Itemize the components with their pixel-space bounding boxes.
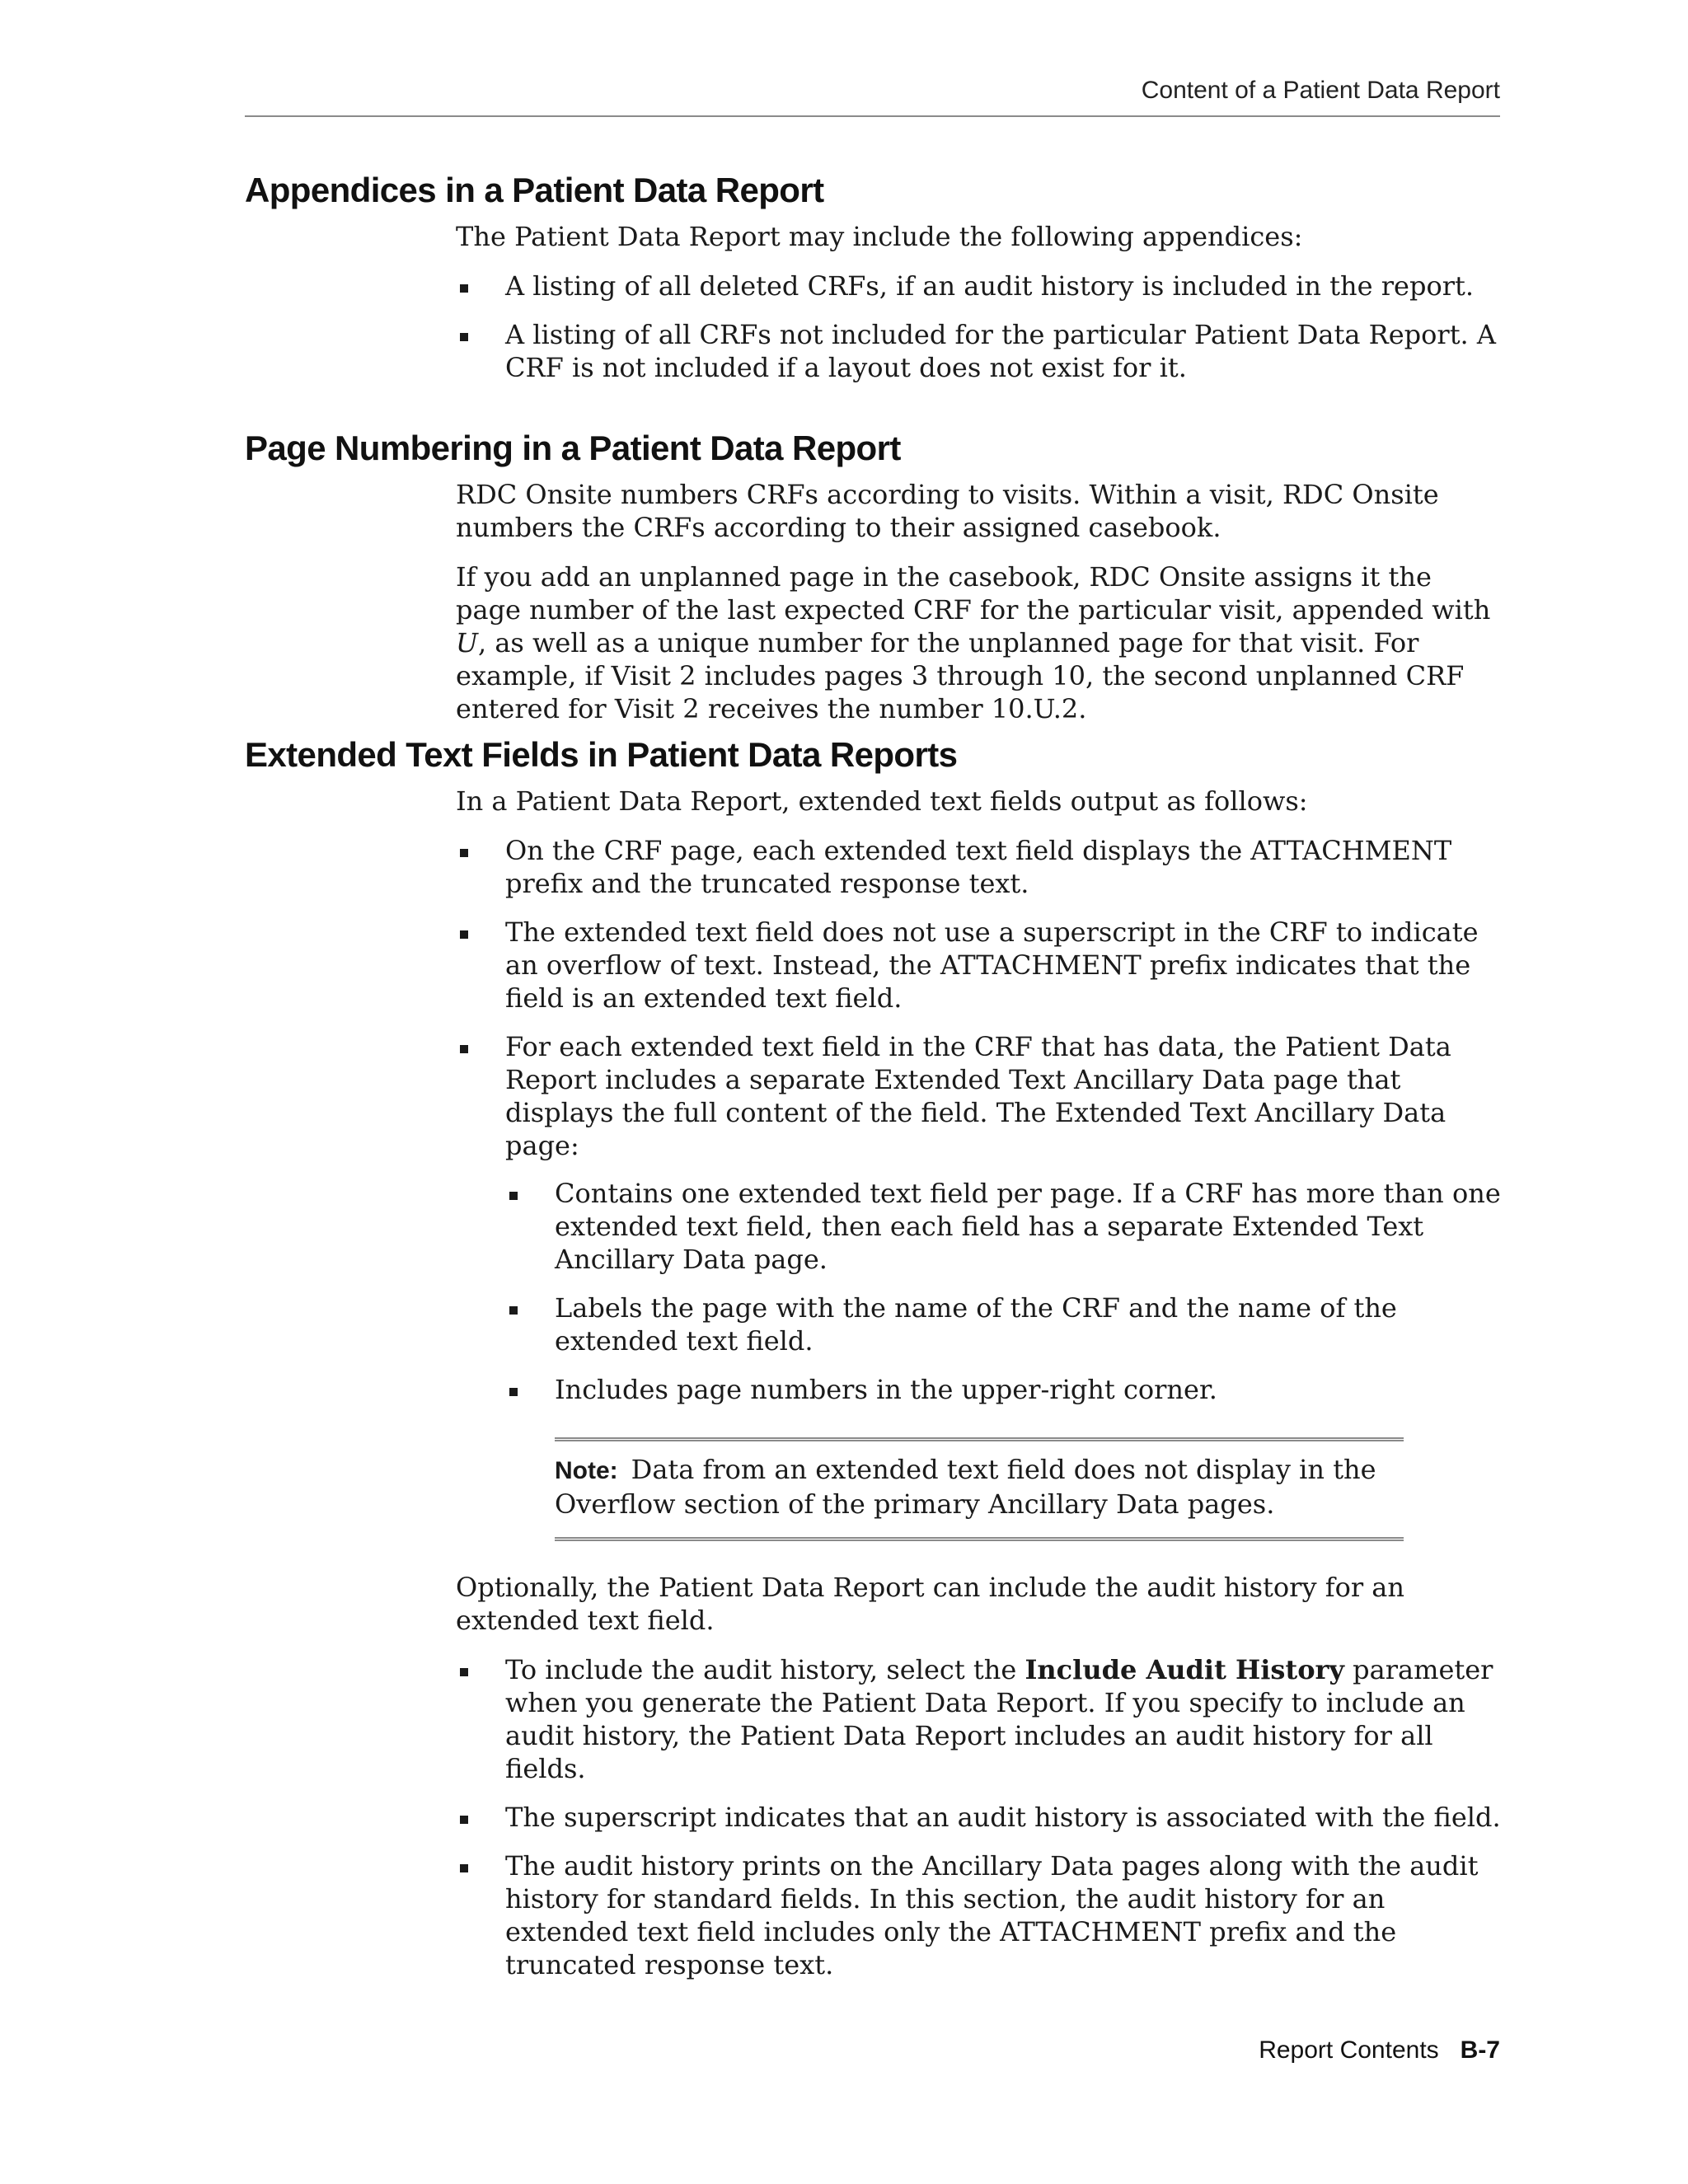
list-item: A listing of all CRFs not included for the particular Patient Data Report. A CRF is not included if a layout does not exist for it. <box>456 318 1504 384</box>
square-bullet-icon <box>460 1668 468 1676</box>
list-item: To include the audit history, select the Include Audit History parameter when you generate the Patient Data Report. If you specify to include an audit history, the Patient Data Report includes an audit history for all fields. <box>456 1653 1504 1785</box>
list-item: Includes page numbers in the upper-right corner. <box>505 1373 1504 1406</box>
square-bullet-icon <box>460 849 468 857</box>
heading-appendices: Appendices in a Patient Data Report <box>245 171 824 209</box>
square-bullet-icon <box>460 930 468 939</box>
note-label: Note: <box>555 1457 618 1484</box>
appendices-intro: The Patient Data Report may include the following appendices: <box>456 221 1303 252</box>
list-item: Contains one extended text field per page. If a CRF has more than one extended text field, then each field has a separate Extended Text Ancillary Data page. <box>505 1177 1504 1276</box>
page-numbering-para-2: If you add an unplanned page in the casebook, RDC Onsite assigns it the page number of the last expected CRF for the particular visit, appended with U, as well as a unique number for the unplanned page for that visit. For example, if Visit 2 includes pages 3 through 10, the second unplanned CRF entered for Visit 2 receives the number 10.U.2. <box>456 561 1491 724</box>
square-bullet-icon <box>509 1192 518 1200</box>
square-bullet-icon <box>460 1045 468 1053</box>
extended-text-intro: In a Patient Data Report, extended text fields output as follows: <box>456 785 1308 817</box>
list-item: The superscript indicates that an audit history is associated with the field. <box>456 1801 1504 1834</box>
list-item: Labels the page with the name of the CRF and the name of the extended text field. <box>505 1291 1504 1357</box>
running-header: Content of a Patient Data Report <box>245 73 1500 117</box>
square-bullet-icon <box>460 284 468 293</box>
list-item: A listing of all deleted CRFs, if an audit history is included in the report. <box>456 269 1504 302</box>
square-bullet-icon <box>460 1816 468 1824</box>
ancillary-page-list <box>505 1177 1504 1406</box>
note-text: Data from an extended text field does not display in the Overflow section of the primary Ancillary Data pages. <box>555 1454 1376 1520</box>
note-box <box>555 1437 1404 1541</box>
list-item: The extended text field does not use a superscript in the CRF to indicate an overflow of text. Instead, the ATTACHMENT prefix indicates that the field is an extended text field. <box>456 916 1504 1015</box>
page-numbering-section <box>456 478 1504 725</box>
square-bullet-icon <box>460 333 468 341</box>
audit-history-intro: Optionally, the Patient Data Report can include the audit history for an extended text field. <box>456 1572 1404 1636</box>
audit-history-list <box>456 1653 1504 1981</box>
square-bullet-icon <box>509 1388 518 1396</box>
heading-extended-text-fields: Extended Text Fields in Patient Data Reports <box>245 735 958 774</box>
extended-text-section <box>456 785 1504 1996</box>
square-bullet-icon <box>460 1864 468 1872</box>
list-item: The audit history prints on the Ancillary Data pages along with the audit history for standard fields. In this section, the audit history for an extended text field includes only the ATTACHMENT prefix and the truncated response text. <box>456 1849 1504 1981</box>
list-item: On the CRF page, each extended text field displays the ATTACHMENT prefix and the truncated response text. <box>456 834 1504 900</box>
list-item: For each extended text field in the CRF that has data, the Patient Data Report includes a separate Extended Text Ancillary Data page that displays the full content of the field. The Extended Text Ancillary Data page: Contains one extended text field per page. If a CRF has more than one extended text field, then each field has a separate Extended Text Ancillary Data page. Labels the page with the name of the CRF and the name of the extended text field. Includes page numbers in the upper-right corner. Note: Data from an extended text field does not display in the Overflow section of the primary Ancillary Data pages. <box>456 1030 1504 1541</box>
page-footer <box>1259 2034 1500 2067</box>
appendices-section <box>456 220 1504 399</box>
square-bullet-icon <box>509 1306 518 1315</box>
page-numbering-para-1: RDC Onsite numbers CRFs according to visits. Within a visit, RDC Onsite numbers the CRFs according to their assigned casebook. <box>456 479 1439 543</box>
page-number: B-7 <box>1460 2036 1500 2064</box>
extended-text-list <box>456 834 1504 1541</box>
include-audit-history-term: Include Audit History <box>1025 1654 1344 1685</box>
footer-section-title: Report Contents <box>1259 2036 1439 2064</box>
heading-page-numbering: Page Numbering in a Patient Data Report <box>245 429 901 467</box>
appendices-list <box>456 269 1504 384</box>
